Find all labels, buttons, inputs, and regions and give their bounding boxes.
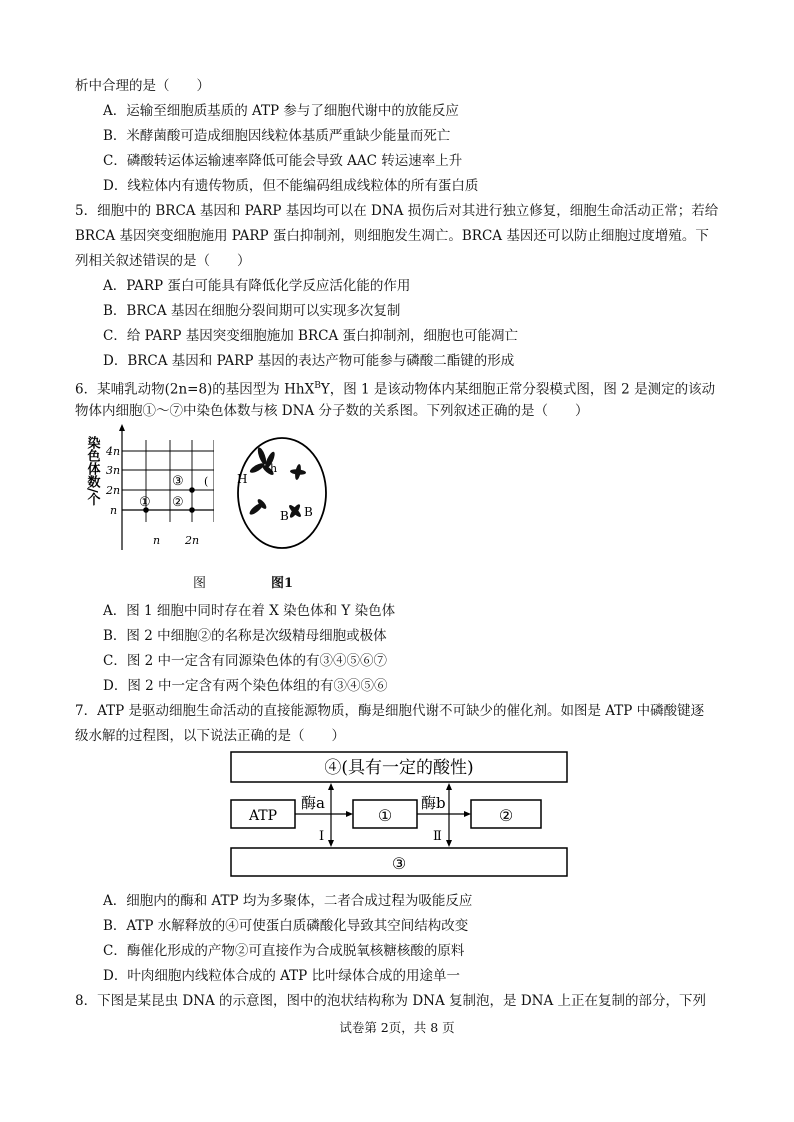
figure-1-cell bbox=[232, 434, 332, 554]
q7-stem-2: 级水解的过程图，以下说法正确的是（ ） bbox=[75, 728, 345, 744]
atp-hydrolysis-diagram bbox=[225, 748, 575, 880]
fig2-point-2: ② bbox=[172, 495, 184, 510]
svg-text:(: ( bbox=[204, 475, 209, 488]
q5-stem-2: BRCA 基因突变细胞施用 PARP 蛋白抑制剂，则细胞发生凋亡。BRCA 基因还可以防止细胞过度增殖。下 bbox=[75, 228, 709, 244]
q7-stem-1: 7．ATP 是驱动细胞生命活动的直接能源物质，酶是细胞代谢不可缺少的催化剂。如图是 ATP 中磷酸键逐 bbox=[75, 703, 705, 719]
q5-stem-3: 列相关叙述错误的是（ ） bbox=[75, 253, 251, 269]
diagram-box-1: ① bbox=[377, 806, 393, 825]
figure-2-caption: 图 bbox=[193, 576, 207, 591]
page-footer: 试卷第 2页，共 8 页 bbox=[339, 1020, 455, 1035]
q7-option-a: A．细胞内的酶和 ATP 均为多聚体，二者合成过程为吸能反应 bbox=[103, 893, 473, 909]
fig2-xtick-2n: 2n bbox=[185, 534, 200, 547]
diagram-bottom-label: ③ bbox=[391, 854, 407, 873]
fig2-ytick-n: n bbox=[110, 504, 118, 517]
q5-option-a: A．PARP 蛋白可能具有降低化学反应活化能的作用 bbox=[103, 278, 411, 294]
q6-option-c: C．图 2 中一定含有同源染色体的有③④⑤⑥⑦ bbox=[103, 653, 388, 669]
q7-option-d: D．叶肉细胞内线粒体合成的 ATP 比叶绿体合成的用途单一 bbox=[103, 968, 461, 984]
diagram-enzyme-b: 酶b bbox=[421, 794, 446, 812]
fig2-point-marker bbox=[189, 487, 195, 493]
q7-option-b: B．ATP 水解释放的④可使蛋白质磷酸化导致其空间结构改变 bbox=[103, 918, 469, 934]
q4-option-a: A．运输至细胞质基质的 ATP 参与了细胞代谢中的放能反应 bbox=[103, 103, 459, 119]
q6-stem-1: 6．某哺乳动物(2n=8)的基因型为 HhX$^B$Y，图 1 是该动物体内某细胞正常分裂模式图，图 2 是测定的该动 bbox=[75, 381, 716, 398]
diagram-atp: ATP bbox=[248, 808, 278, 824]
fig2-ytick-2n: 2n bbox=[106, 484, 121, 497]
q6-option-d: D．图 2 中一定含有两个染色体组的有③④⑤⑥ bbox=[103, 678, 388, 694]
diagram-box-2: ② bbox=[498, 806, 514, 825]
q5-option-d: D．BRCA 基因和 PARP 基因的表达产物可能参与磷酸二酯键的形成 bbox=[103, 353, 515, 369]
q7-option-c: C．酶催化形成的产物②可直接作为合成脱氧核糖核酸的原料 bbox=[103, 943, 465, 959]
fig2-ylabel: 染色体数/个 bbox=[84, 436, 100, 506]
diagram-enzyme-a: 酶a bbox=[301, 794, 325, 812]
q6-option-a: A．图 1 细胞中同时存在着 X 染色体和 Y 染色体 bbox=[103, 603, 396, 619]
diagram-top-label: ④(具有一定的酸性) bbox=[324, 758, 474, 778]
fig2-point-3: ③ bbox=[172, 474, 184, 489]
fig2-xtick-n: n bbox=[153, 534, 161, 547]
q4-option-c: C．磷酸转运体运输速率降低可能会导致 AAC 转运速率上升 bbox=[103, 153, 463, 169]
q6-option-b: B．图 2 中细胞②的名称是次级精母细胞或极体 bbox=[103, 628, 387, 644]
q6-stem-2: 物体内细胞①～⑦中染色体数与核 DNA 分子数的关系图。下列叙述正确的是（ ） bbox=[75, 403, 589, 419]
fig2-ytick-4n: 4n bbox=[106, 445, 121, 458]
q4-option-d: D．线粒体内有遗传物质，但不能编码组成线粒体的所有蛋白质 bbox=[103, 178, 479, 194]
q8-stem-1: 8．下图是某昆虫 DNA 的示意图，图中的泡状结构称为 DNA 复制泡，是 DNA 上正在复制的部分，下列 bbox=[75, 993, 706, 1009]
figure-2-chart bbox=[84, 422, 214, 552]
diagram-step-I: Ⅰ bbox=[319, 829, 325, 844]
fig1-label-h: h bbox=[270, 462, 278, 475]
q5-option-c: C．给 PARP 基因突变细胞施加 BRCA 蛋白抑制剂，细胞也可能凋亡 bbox=[103, 328, 518, 344]
diagram-step-II: Ⅱ bbox=[433, 829, 442, 844]
fig2-point-1: ① bbox=[139, 495, 151, 510]
fig2-point-marker bbox=[189, 507, 195, 513]
fig1-label-B1: B bbox=[280, 509, 289, 523]
q5-stem-1: 5．细胞中的 BRCA 基因和 PARP 基因均可以在 DNA 损伤后对其进行独立修复，细胞生命活动正常；若给 bbox=[75, 203, 719, 219]
fig1-label-B2: B bbox=[304, 505, 313, 519]
q5-option-b: B．BRCA 基因在细胞分裂间期可以实现多次复制 bbox=[103, 303, 401, 319]
q4-stem-end: 析中合理的是（ ） bbox=[75, 78, 210, 94]
figure-1-caption: 图1 bbox=[271, 576, 294, 591]
fig1-label-H: H bbox=[237, 472, 248, 486]
fig2-ytick-3n: 3n bbox=[106, 464, 121, 477]
q4-option-b: B．米酵菌酸可造成细胞因线粒体基质严重缺少能量而死亡 bbox=[103, 128, 451, 144]
